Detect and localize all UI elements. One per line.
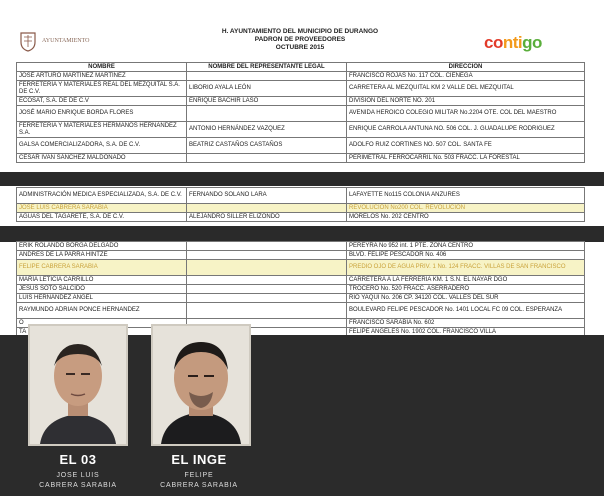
cell-dir: BOULEVARD FELIPE PESCADOR No. 1401 LOCAL FC 09 COL. ESPERANZA	[347, 303, 585, 319]
cell-dir: PERIMETRAL FERROCARRIL No. 503 FRACC. LA FORESTAL	[347, 154, 585, 163]
cell-nombre: JOSÉ MARIO ENRIQUE BORDA FLORES	[17, 106, 187, 122]
cell-nombre: CESAR IVAN SÁNCHEZ MALDONADO	[17, 154, 187, 163]
cell-dir: AVENIDA HEROICO COLEGIO MILITAR No.2204 OTE. COL DEL MAESTRO	[347, 106, 585, 122]
cell-rep	[187, 154, 347, 163]
title-line-1: H. AYUNTAMIENTO DEL MUNICIPIO DE DURANGO	[221, 28, 379, 35]
ayuntamiento-logo-text: AYUNTAMIENTO	[42, 38, 90, 44]
table-row	[17, 242, 585, 251]
suppliers-table	[16, 62, 585, 163]
cell-nombre: ERIK ROLANDO BORGA DELGADO	[17, 242, 187, 251]
cell-dir: REVOLUCIÓN No200 COL. REVOLUCION	[347, 204, 585, 213]
cell-nombre: JESUS SOTO SALCIDO	[17, 285, 187, 294]
cell-dir: FRANCISCO SARABIA No. 602	[347, 319, 585, 328]
cell-nombre: FERRETERÍA Y MATERIALES REAL DEL MEZQUITAL S.A. DE C.V.	[17, 81, 187, 97]
cell-dir: FRANCISCO ROJAS No. 117 COL. CIENEGA	[347, 72, 585, 81]
table-header-row	[17, 63, 585, 72]
table-row	[17, 303, 585, 319]
redaction-band	[0, 226, 604, 242]
table-row	[17, 213, 585, 222]
name-line-1: JOSE LUIS	[56, 472, 100, 479]
cell-nombre: ECOSAT, S.A. DE DE C.V	[17, 97, 187, 106]
name-el-03	[28, 471, 128, 491]
cell-nombre: LUIS HERNÁNDEZ ANGEL	[17, 294, 187, 303]
table-row	[17, 276, 585, 285]
cell-nombre: RAYMUNDO ADRIAN PONCE HERNANDEZ	[17, 303, 187, 319]
document-title	[150, 28, 450, 52]
table-row	[17, 204, 585, 213]
cell-rep	[187, 72, 347, 81]
cell-rep	[187, 294, 347, 303]
cell-dir: MORELOS No. 202 CENTRO	[347, 213, 585, 222]
cell-nombre: ADMINISTRACIÓN MEDICA ESPECIALIZADA, S.A. DE C.V.	[17, 188, 187, 204]
mugshot-photo-el-03	[28, 324, 128, 446]
cell-rep: ANTONIO HERNÁNDEZ VAZQUEZ	[187, 122, 347, 138]
table-row	[17, 138, 585, 154]
cell-dir: CARRETERA AL MEZQUITAL KM 2 VALLE DEL MEZQUITAL	[347, 81, 585, 97]
name-line-2: CABRERA SARABIA	[160, 482, 238, 489]
cell-rep: FERNANDO SOLANO LARA	[187, 188, 347, 204]
cell-dir: LAFAYETTE No115 COLONIA ANZURES	[347, 188, 585, 204]
cell-nombre: FELIPE CABRERA SARABIA	[17, 260, 187, 276]
redaction-band	[0, 172, 604, 186]
cell-rep	[187, 106, 347, 122]
name-line-1: FELIPE	[184, 472, 214, 479]
table-row	[17, 106, 585, 122]
cell-dir: RIO YAQUI No. 206 CP. 34120 COL. VALLES DEL SUR	[347, 294, 585, 303]
cell-rep	[187, 242, 347, 251]
alias-el-03: EL 03	[59, 452, 97, 467]
cell-nombre: JOSÉ ARTURO MARTÍNEZ MARTÍNEZ	[17, 72, 187, 81]
cell-dir: PREDIO OJO DE AGUA PRIV. 1 No. 124 FRACC. VILLAS DE SAN FRANCISCO	[347, 260, 585, 276]
cell-dir: CARRETERA A LA FERRERIA KM. 1 S.N. EL NAYAR DGO	[347, 276, 585, 285]
cell-nombre: O	[17, 319, 187, 328]
cell-nombre: AGUAS DEL TAGARETE, S.A. DE C.V.	[17, 213, 187, 222]
cell-nombre: MARÍA LETICIA CARRILLO	[17, 276, 187, 285]
table-row	[17, 72, 585, 81]
cell-nombre: ANDRES DE LA PARRA HINTZE	[17, 251, 187, 260]
table-row	[17, 188, 585, 204]
crest-icon	[18, 30, 38, 52]
ayuntamiento-logo	[18, 30, 128, 52]
cell-rep	[187, 204, 347, 213]
cell-rep: BEATRIZ CASTAÑOS CASTAÑOS	[187, 138, 347, 154]
cell-nombre: GALSA COMERCIALIZADORA, S.A. DE C.V.	[17, 138, 187, 154]
cell-rep	[187, 276, 347, 285]
table-row	[17, 251, 585, 260]
table-row	[17, 122, 585, 138]
cell-dir: ADOLFO RUIZ CORTINES NO. 507 COL. SANTA FE	[347, 138, 585, 154]
cell-dir: ENRIQUE CARROLA ANTUNA NO. 506 COL. J. GUADALUPE RODRIGUEZ	[347, 122, 585, 138]
cell-dir: PEREYRA No 952 int. 1 PTE. ZONA CENTRO	[347, 242, 585, 251]
cell-dir: DIVISIÓN DEL NORTE NO. 201	[347, 97, 585, 106]
suppliers-table-section-2	[16, 187, 585, 222]
cell-dir: FELIPE ANGELES No. 1902 COL. FRANCISCO VILLA	[347, 328, 585, 337]
cell-dir: BLVD. FELIPE PESCADOR No. 406	[347, 251, 585, 260]
cell-dir: TROCERO No. 520 FRACC. ASERRADERO	[347, 285, 585, 294]
table-row	[17, 294, 585, 303]
title-line-2: PADRON DE PROVEEDORES	[254, 36, 346, 43]
cell-rep	[187, 260, 347, 276]
person-portrait-icon	[30, 326, 126, 444]
cell-rep	[187, 285, 347, 294]
cell-nombre: FERRETERIA Y MATERIALES HERMANOS HERNANDEZ S.A.	[17, 122, 187, 138]
column-header-nombre: NOMBRE	[17, 63, 187, 72]
column-header-representante: NOMBRE DEL REPRESENTANTE LEGAL	[187, 63, 347, 72]
cell-rep: ALEJANDRO SILLER ELIZONDO	[187, 213, 347, 222]
cell-rep: ENRIQUE BACHIR LASO	[187, 97, 347, 106]
table-row	[17, 81, 585, 97]
cell-rep: LIBORIO AYALA LEÓN	[187, 81, 347, 97]
cell-rep	[187, 303, 347, 319]
alias-el-inge: EL INGE	[171, 452, 227, 467]
mugshot-photo-el-inge	[151, 324, 251, 446]
name-el-inge	[149, 471, 249, 491]
cell-rep	[187, 251, 347, 260]
table-row	[17, 285, 585, 294]
table-row	[17, 260, 585, 276]
column-header-direccion: DIRECCIÓN	[347, 63, 585, 72]
person-portrait-icon	[153, 326, 249, 444]
table-row	[17, 154, 585, 163]
name-line-2: CABRERA SARABIA	[39, 482, 117, 489]
contigo-logo: contigo	[484, 33, 542, 52]
table-row	[17, 97, 585, 106]
cell-nombre: TA	[17, 328, 187, 337]
cell-nombre: JOSE LUIS CABRERA SARABIA	[17, 204, 187, 213]
title-line-3: OCTUBRE 2015	[275, 44, 325, 51]
